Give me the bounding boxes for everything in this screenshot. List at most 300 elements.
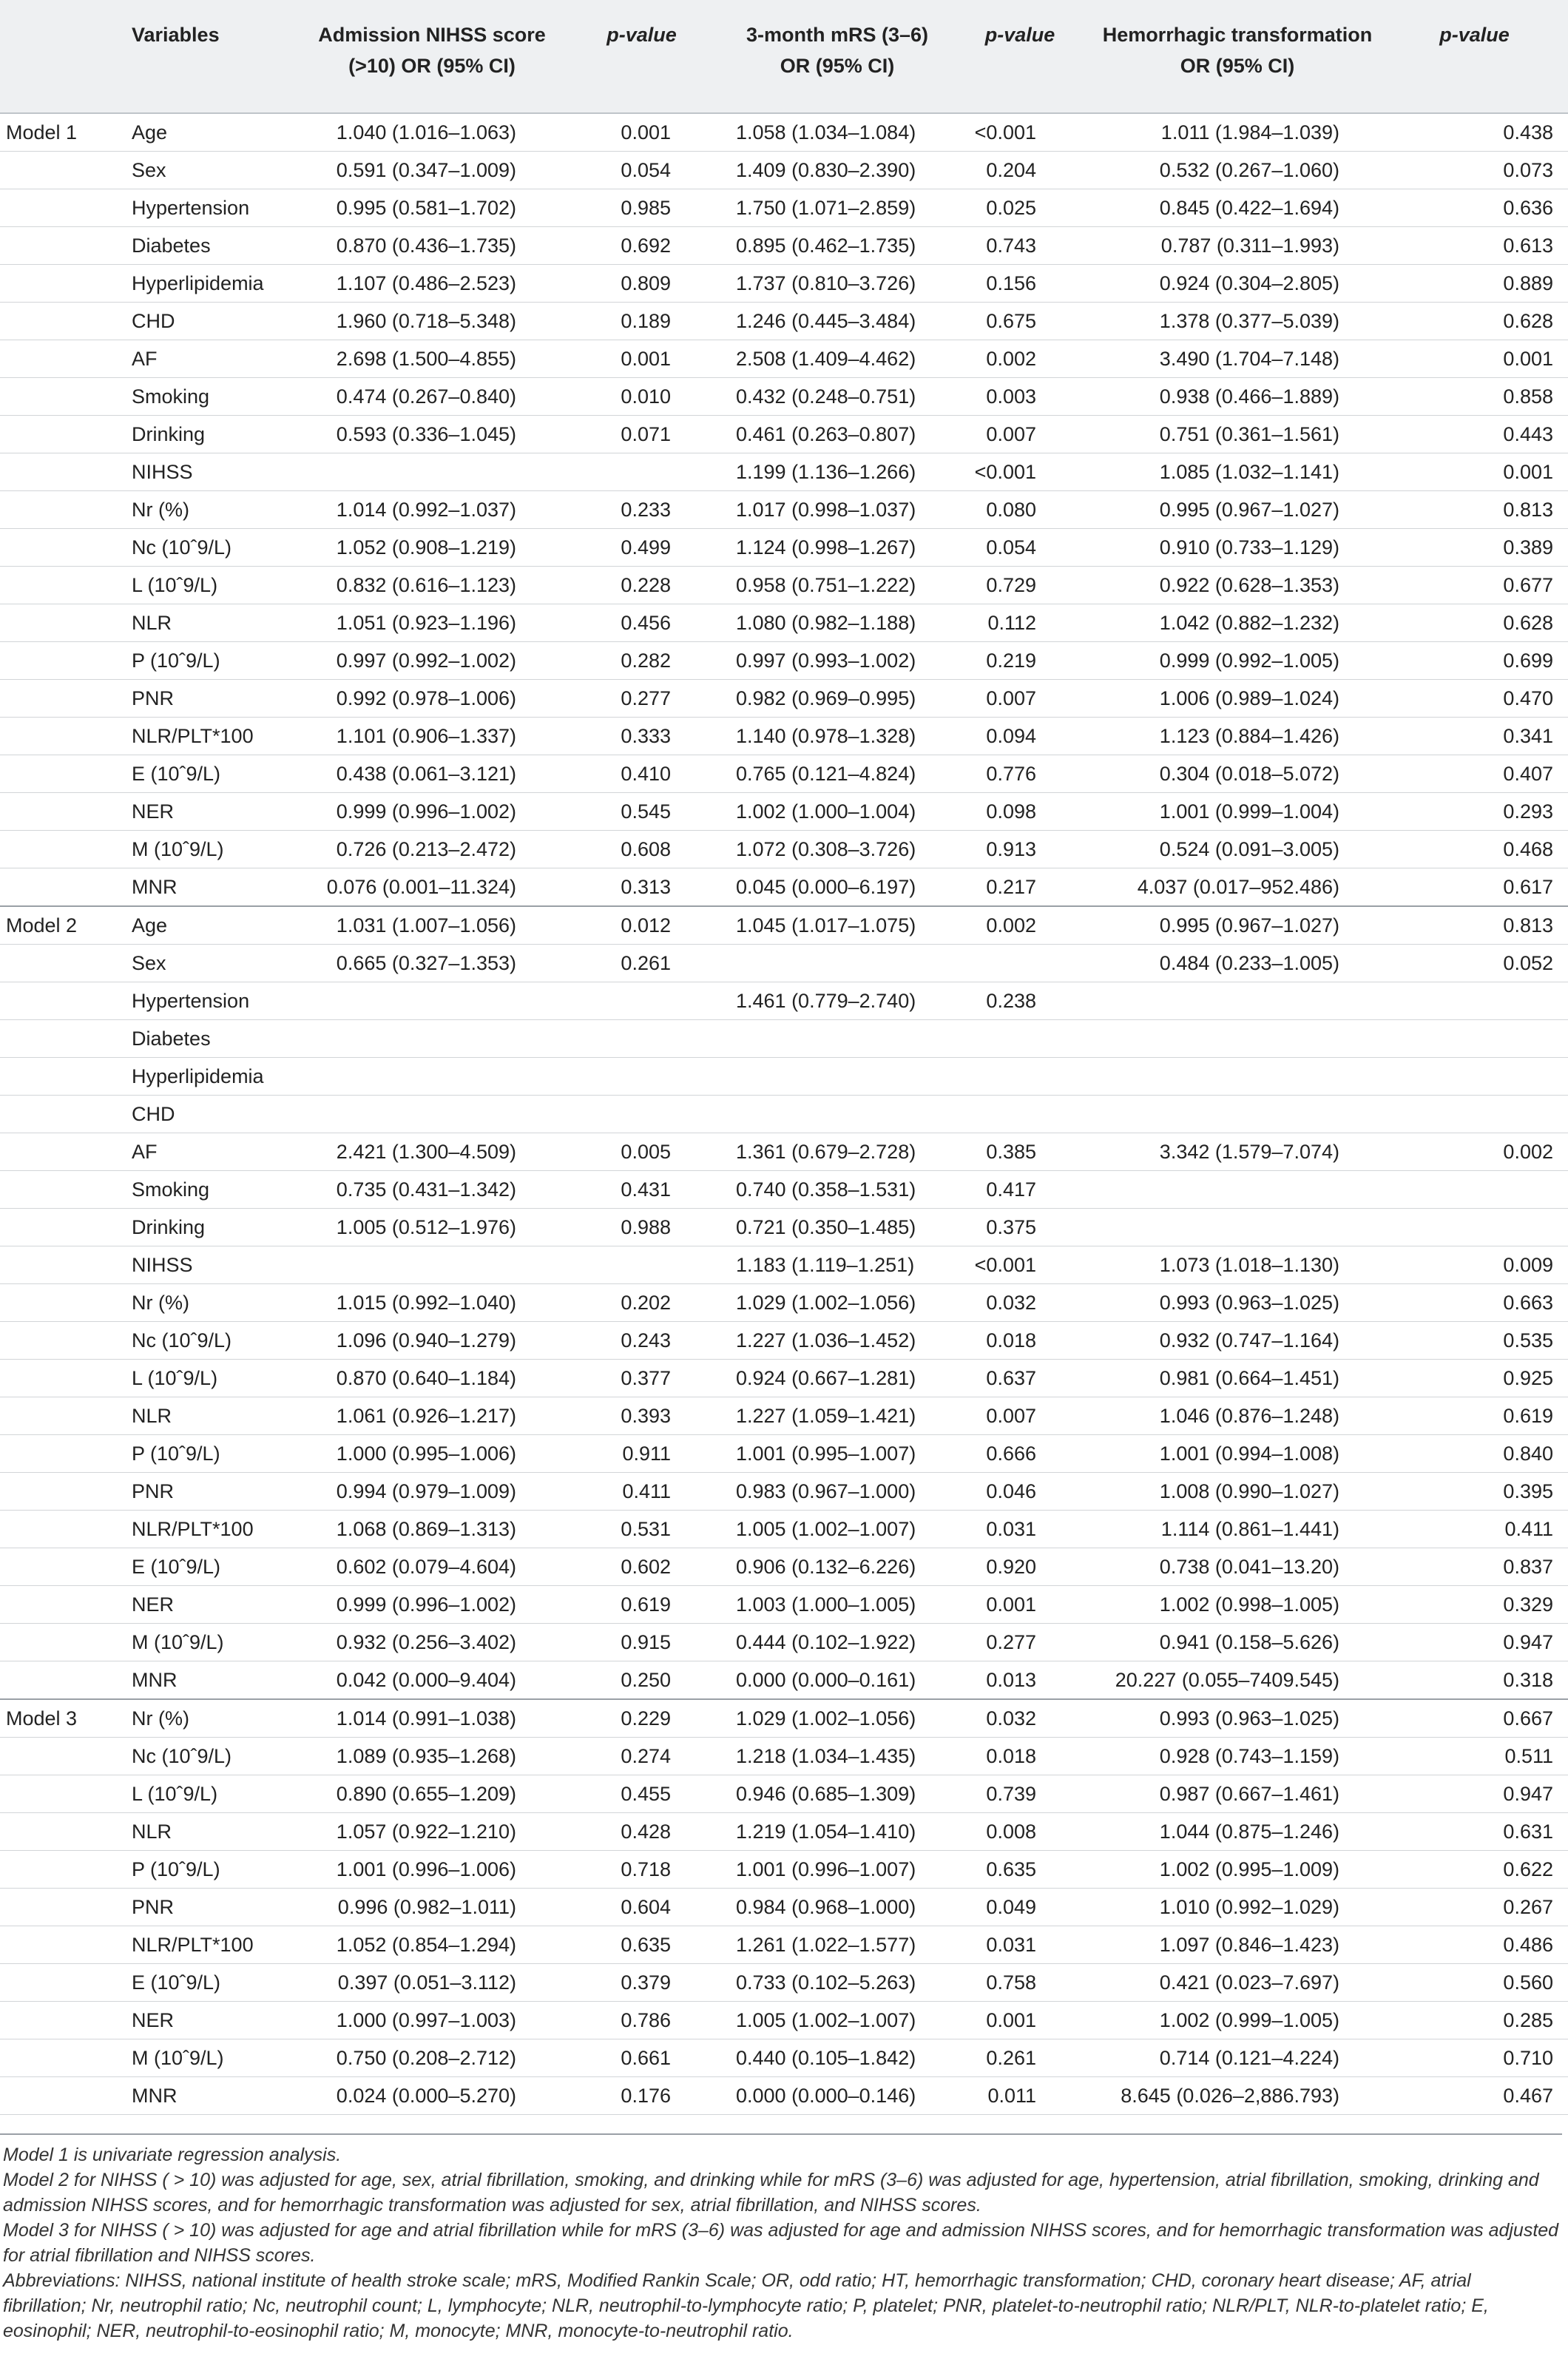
nihss-or: 0.994 (0.979–1.009) bbox=[309, 1473, 555, 1511]
ht-or bbox=[1094, 1020, 1381, 1058]
table-header-row bbox=[0, 0, 1568, 113]
ht-p-value: 0.628 bbox=[1381, 303, 1568, 340]
nihss-or bbox=[309, 453, 555, 491]
mrs-p-value: 0.913 bbox=[946, 831, 1094, 868]
ht-p-value: 0.947 bbox=[1381, 1624, 1568, 1661]
nihss-or: 0.735 (0.431–1.342) bbox=[309, 1171, 555, 1209]
nihss-p-value: 0.176 bbox=[555, 2077, 729, 2115]
mrs-or: 1.001 (0.996–1.007) bbox=[729, 1851, 946, 1889]
ht-or: 3.490 (1.704–7.148) bbox=[1094, 340, 1381, 378]
ht-p-value: 0.267 bbox=[1381, 1889, 1568, 1926]
nihss-p-value: 0.428 bbox=[555, 1813, 729, 1851]
footnote-model-3: Model 3 for NIHSS ( > 10) was adjusted for age and atrial fibrillation while for mRS (3–6) was adjusted for age and admission NIHSS scores, and for hemorrhagic transformation was adjusted for atrial fibrillation and NIHSS scores. bbox=[3, 2220, 1559, 2266]
model-label-empty bbox=[0, 416, 124, 453]
nihss-p-value: 0.619 bbox=[555, 1586, 729, 1624]
ht-or: 0.993 (0.963–1.025) bbox=[1094, 1699, 1381, 1738]
variable-name: NER bbox=[124, 793, 309, 831]
nihss-or: 0.932 (0.256–3.402) bbox=[309, 1624, 555, 1661]
nihss-p-value: 0.545 bbox=[555, 793, 729, 831]
variable-name: NLR/PLT*100 bbox=[124, 1511, 309, 1548]
nihss-p-value: 0.233 bbox=[555, 491, 729, 529]
variable-name: NER bbox=[124, 2002, 309, 2039]
variable-name: Diabetes bbox=[124, 227, 309, 265]
mrs-or: 1.124 (0.998–1.267) bbox=[729, 529, 946, 567]
nihss-p-value: 0.001 bbox=[555, 113, 729, 152]
table-row bbox=[0, 1171, 1568, 1209]
nihss-or bbox=[309, 982, 555, 1020]
ht-p-value: 0.699 bbox=[1381, 642, 1568, 680]
nihss-or: 0.474 (0.267–0.840) bbox=[309, 378, 555, 416]
ht-p-value: 0.293 bbox=[1381, 793, 1568, 831]
variable-name: L (10ˆ9/L) bbox=[124, 1775, 309, 1813]
variable-name: Sex bbox=[124, 945, 309, 982]
table-row bbox=[0, 378, 1568, 416]
variable-name: NLR/PLT*100 bbox=[124, 718, 309, 755]
mrs-or: 1.005 (1.002–1.007) bbox=[729, 2002, 946, 2039]
mrs-p-value: 0.046 bbox=[946, 1473, 1094, 1511]
table-row bbox=[0, 1209, 1568, 1246]
mrs-or: 1.029 (1.002–1.056) bbox=[729, 1699, 946, 1738]
model-label-empty bbox=[0, 1435, 124, 1473]
mrs-p-value: 0.217 bbox=[946, 868, 1094, 907]
variable-name: Age bbox=[124, 906, 309, 945]
variable-name: E (10ˆ9/L) bbox=[124, 1548, 309, 1586]
model-label-empty bbox=[0, 1284, 124, 1322]
nihss-or: 0.992 (0.978–1.006) bbox=[309, 680, 555, 718]
mrs-p-value: 0.238 bbox=[946, 982, 1094, 1020]
model-label-empty bbox=[0, 1473, 124, 1511]
variable-name: Sex bbox=[124, 152, 309, 189]
model-label-empty bbox=[0, 1360, 124, 1397]
table-row bbox=[0, 982, 1568, 1020]
nihss-p-value: 0.456 bbox=[555, 604, 729, 642]
nihss-p-value: 0.455 bbox=[555, 1775, 729, 1813]
header-mrs-p-value: p-value bbox=[946, 0, 1094, 113]
ht-or: 1.378 (0.377–5.039) bbox=[1094, 303, 1381, 340]
model-label-empty bbox=[0, 1397, 124, 1435]
ht-or: 4.037 (0.017–952.486) bbox=[1094, 868, 1381, 907]
variable-name: CHD bbox=[124, 1096, 309, 1133]
table-row bbox=[0, 1661, 1568, 1700]
model-label-empty bbox=[0, 642, 124, 680]
mrs-p-value: 0.002 bbox=[946, 340, 1094, 378]
table-row bbox=[0, 755, 1568, 793]
nihss-or: 1.001 (0.996–1.006) bbox=[309, 1851, 555, 1889]
ht-or: 0.995 (0.967–1.027) bbox=[1094, 491, 1381, 529]
ht-or: 0.910 (0.733–1.129) bbox=[1094, 529, 1381, 567]
mrs-p-value: 0.219 bbox=[946, 642, 1094, 680]
model-label-empty bbox=[0, 755, 124, 793]
nihss-p-value: 0.313 bbox=[555, 868, 729, 907]
nihss-p-value: 0.012 bbox=[555, 906, 729, 945]
table-row bbox=[0, 945, 1568, 982]
model-label-empty bbox=[0, 567, 124, 604]
variable-name: CHD bbox=[124, 303, 309, 340]
table-row bbox=[0, 1435, 1568, 1473]
ht-or: 0.524 (0.091–3.005) bbox=[1094, 831, 1381, 868]
ht-or: 0.924 (0.304–2.805) bbox=[1094, 265, 1381, 303]
variable-name: E (10ˆ9/L) bbox=[124, 755, 309, 793]
mrs-p-value: 0.739 bbox=[946, 1775, 1094, 1813]
ht-p-value: 0.813 bbox=[1381, 491, 1568, 529]
mrs-or: 1.029 (1.002–1.056) bbox=[729, 1284, 946, 1322]
header-model bbox=[0, 0, 124, 113]
variable-name: NIHSS bbox=[124, 453, 309, 491]
model-label-empty bbox=[0, 1964, 124, 2002]
nihss-or: 1.014 (0.992–1.037) bbox=[309, 491, 555, 529]
ht-or: 0.787 (0.311–1.993) bbox=[1094, 227, 1381, 265]
ht-p-value: 0.837 bbox=[1381, 1548, 1568, 1586]
nihss-or: 0.997 (0.992–1.002) bbox=[309, 642, 555, 680]
nihss-or: 1.960 (0.718–5.348) bbox=[309, 303, 555, 340]
mrs-p-value: 0.080 bbox=[946, 491, 1094, 529]
nihss-or: 0.397 (0.051–3.112) bbox=[309, 1964, 555, 2002]
variable-name: Hypertension bbox=[124, 982, 309, 1020]
nihss-p-value bbox=[555, 453, 729, 491]
ht-or: 0.987 (0.667–1.461) bbox=[1094, 1775, 1381, 1813]
ht-p-value: 0.009 bbox=[1381, 1246, 1568, 1284]
model-label-empty bbox=[0, 1511, 124, 1548]
nihss-or: 1.014 (0.991–1.038) bbox=[309, 1699, 555, 1738]
nihss-or: 1.068 (0.869–1.313) bbox=[309, 1511, 555, 1548]
ht-p-value: 0.318 bbox=[1381, 1661, 1568, 1700]
mrs-p-value: 0.375 bbox=[946, 1209, 1094, 1246]
ht-or: 1.002 (0.999–1.005) bbox=[1094, 2002, 1381, 2039]
mrs-p-value bbox=[946, 1096, 1094, 1133]
mrs-p-value: 0.156 bbox=[946, 265, 1094, 303]
mrs-or: 1.002 (1.000–1.004) bbox=[729, 793, 946, 831]
ht-p-value: 0.889 bbox=[1381, 265, 1568, 303]
mrs-or: 0.440 (0.105–1.842) bbox=[729, 2039, 946, 2077]
mrs-p-value: <0.001 bbox=[946, 453, 1094, 491]
mrs-p-value: 0.018 bbox=[946, 1322, 1094, 1360]
variable-name: Hyperlipidemia bbox=[124, 265, 309, 303]
variable-name: NER bbox=[124, 1586, 309, 1624]
variable-name: Diabetes bbox=[124, 1020, 309, 1058]
variable-name: P (10ˆ9/L) bbox=[124, 1435, 309, 1473]
mrs-p-value: <0.001 bbox=[946, 1246, 1094, 1284]
variable-name: MNR bbox=[124, 2077, 309, 2115]
nihss-p-value: 0.282 bbox=[555, 642, 729, 680]
variable-name: PNR bbox=[124, 680, 309, 718]
ht-or: 1.085 (1.032–1.141) bbox=[1094, 453, 1381, 491]
mrs-p-value: 0.743 bbox=[946, 227, 1094, 265]
mrs-or: 0.983 (0.967–1.000) bbox=[729, 1473, 946, 1511]
mrs-p-value: 0.032 bbox=[946, 1284, 1094, 1322]
mrs-or: 1.183 (1.119–1.251) bbox=[729, 1246, 946, 1284]
ht-p-value: 0.407 bbox=[1381, 755, 1568, 793]
mrs-p-value: 0.261 bbox=[946, 2039, 1094, 2077]
model-label: Model 3 bbox=[0, 1699, 124, 1738]
model-label-empty bbox=[0, 378, 124, 416]
nihss-p-value: 0.243 bbox=[555, 1322, 729, 1360]
mrs-or: 1.261 (1.022–1.577) bbox=[729, 1926, 946, 1964]
ht-p-value: 0.073 bbox=[1381, 152, 1568, 189]
model-label-empty bbox=[0, 680, 124, 718]
ht-or: 1.011 (1.984–1.039) bbox=[1094, 113, 1381, 152]
table-row bbox=[0, 1851, 1568, 1889]
variable-name: Nc (10ˆ9/L) bbox=[124, 1322, 309, 1360]
variable-name: PNR bbox=[124, 1473, 309, 1511]
nihss-p-value bbox=[555, 1246, 729, 1284]
table-row bbox=[0, 1699, 1568, 1738]
nihss-p-value bbox=[555, 1096, 729, 1133]
ht-p-value: 0.925 bbox=[1381, 1360, 1568, 1397]
model-label-empty bbox=[0, 1058, 124, 1096]
mrs-p-value: 0.666 bbox=[946, 1435, 1094, 1473]
model-label-empty bbox=[0, 491, 124, 529]
ht-or: 0.999 (0.992–1.005) bbox=[1094, 642, 1381, 680]
nihss-or: 1.000 (0.995–1.006) bbox=[309, 1435, 555, 1473]
nihss-p-value bbox=[555, 1058, 729, 1096]
ht-p-value: 0.947 bbox=[1381, 1775, 1568, 1813]
ht-or: 1.046 (0.876–1.248) bbox=[1094, 1397, 1381, 1435]
model-label-empty bbox=[0, 982, 124, 1020]
model-label-empty bbox=[0, 340, 124, 378]
nihss-p-value bbox=[555, 982, 729, 1020]
ht-p-value: 0.438 bbox=[1381, 113, 1568, 152]
nihss-or: 0.870 (0.640–1.184) bbox=[309, 1360, 555, 1397]
footnote-model-1: Model 1 is univariate regression analysis. bbox=[3, 2145, 342, 2165]
mrs-or: 0.958 (0.751–1.222) bbox=[729, 567, 946, 604]
nihss-p-value: 0.010 bbox=[555, 378, 729, 416]
mrs-p-value: 0.007 bbox=[946, 680, 1094, 718]
mrs-p-value: 0.013 bbox=[946, 1661, 1094, 1700]
mrs-p-value bbox=[946, 1020, 1094, 1058]
mrs-p-value: 0.031 bbox=[946, 1511, 1094, 1548]
ht-or: 0.751 (0.361–1.561) bbox=[1094, 416, 1381, 453]
ht-or: 0.938 (0.466–1.889) bbox=[1094, 378, 1381, 416]
ht-p-value: 0.443 bbox=[1381, 416, 1568, 453]
ht-or: 0.484 (0.233–1.005) bbox=[1094, 945, 1381, 982]
nihss-or: 1.096 (0.940–1.279) bbox=[309, 1322, 555, 1360]
variable-name: P (10ˆ9/L) bbox=[124, 642, 309, 680]
table-row bbox=[0, 1284, 1568, 1322]
nihss-or: 1.101 (0.906–1.337) bbox=[309, 718, 555, 755]
nihss-or: 1.040 (1.016–1.063) bbox=[309, 113, 555, 152]
ht-or: 1.042 (0.882–1.232) bbox=[1094, 604, 1381, 642]
ht-or bbox=[1094, 1209, 1381, 1246]
model-label-empty bbox=[0, 718, 124, 755]
nihss-p-value: 0.635 bbox=[555, 1926, 729, 1964]
nihss-p-value: 0.393 bbox=[555, 1397, 729, 1435]
ht-or: 1.008 (0.990–1.027) bbox=[1094, 1473, 1381, 1511]
model-label-empty bbox=[0, 265, 124, 303]
nihss-p-value: 0.229 bbox=[555, 1699, 729, 1738]
model-label-empty bbox=[0, 1209, 124, 1246]
ht-p-value: 0.636 bbox=[1381, 189, 1568, 227]
mrs-p-value: 0.001 bbox=[946, 2002, 1094, 2039]
mrs-or: 0.765 (0.121–4.824) bbox=[729, 755, 946, 793]
nihss-or: 0.890 (0.655–1.209) bbox=[309, 1775, 555, 1813]
model-label-empty bbox=[0, 1624, 124, 1661]
mrs-or: 1.409 (0.830–2.390) bbox=[729, 152, 946, 189]
table-row bbox=[0, 265, 1568, 303]
model-label-empty bbox=[0, 453, 124, 491]
table-row bbox=[0, 303, 1568, 340]
mrs-or: 1.361 (0.679–2.728) bbox=[729, 1133, 946, 1171]
table-body bbox=[0, 113, 1568, 2115]
mrs-or: 0.461 (0.263–0.807) bbox=[729, 416, 946, 453]
nihss-or: 1.052 (0.908–1.219) bbox=[309, 529, 555, 567]
ht-p-value: 0.619 bbox=[1381, 1397, 1568, 1435]
table-row bbox=[0, 1096, 1568, 1133]
mrs-p-value: 0.758 bbox=[946, 1964, 1094, 2002]
mrs-or: 1.045 (1.017–1.075) bbox=[729, 906, 946, 945]
ht-p-value bbox=[1381, 1020, 1568, 1058]
nihss-p-value: 0.431 bbox=[555, 1171, 729, 1209]
ht-or: 3.342 (1.579–7.074) bbox=[1094, 1133, 1381, 1171]
mrs-p-value: 0.637 bbox=[946, 1360, 1094, 1397]
header-ht-or: Hemorrhagic transformation OR (95% CI) bbox=[1094, 0, 1381, 113]
nihss-p-value: 0.988 bbox=[555, 1209, 729, 1246]
variable-name: Hyperlipidemia bbox=[124, 1058, 309, 1096]
mrs-or: 1.750 (1.071–2.859) bbox=[729, 189, 946, 227]
mrs-or: 0.924 (0.667–1.281) bbox=[729, 1360, 946, 1397]
variable-name: M (10ˆ9/L) bbox=[124, 1624, 309, 1661]
nihss-or: 0.995 (0.581–1.702) bbox=[309, 189, 555, 227]
table-row bbox=[0, 1775, 1568, 1813]
nihss-p-value: 0.411 bbox=[555, 1473, 729, 1511]
model-label-empty bbox=[0, 1738, 124, 1775]
table-row bbox=[0, 718, 1568, 755]
mrs-or bbox=[729, 945, 946, 982]
ht-or bbox=[1094, 1096, 1381, 1133]
variable-name: AF bbox=[124, 1133, 309, 1171]
nihss-or: 0.665 (0.327–1.353) bbox=[309, 945, 555, 982]
ht-p-value: 0.285 bbox=[1381, 2002, 1568, 2039]
mrs-p-value: 0.635 bbox=[946, 1851, 1094, 1889]
table-row bbox=[0, 604, 1568, 642]
table-row bbox=[0, 1473, 1568, 1511]
variable-name: PNR bbox=[124, 1889, 309, 1926]
mrs-p-value: 0.025 bbox=[946, 189, 1094, 227]
table-row bbox=[0, 642, 1568, 680]
nihss-or: 0.832 (0.616–1.123) bbox=[309, 567, 555, 604]
ht-or bbox=[1094, 1171, 1381, 1209]
model-label-empty bbox=[0, 604, 124, 642]
mrs-p-value: 0.675 bbox=[946, 303, 1094, 340]
ht-or: 1.044 (0.875–1.246) bbox=[1094, 1813, 1381, 1851]
ht-p-value bbox=[1381, 1171, 1568, 1209]
mrs-or: 0.000 (0.000–0.161) bbox=[729, 1661, 946, 1700]
model-label-empty bbox=[0, 303, 124, 340]
mrs-p-value: <0.001 bbox=[946, 113, 1094, 152]
mrs-p-value: 0.098 bbox=[946, 793, 1094, 831]
nihss-or: 0.870 (0.436–1.735) bbox=[309, 227, 555, 265]
mrs-or: 1.227 (1.059–1.421) bbox=[729, 1397, 946, 1435]
mrs-or bbox=[729, 1020, 946, 1058]
nihss-or: 0.999 (0.996–1.002) bbox=[309, 793, 555, 831]
header-variables: Variables bbox=[124, 0, 309, 113]
ht-p-value: 0.329 bbox=[1381, 1586, 1568, 1624]
mrs-or: 1.737 (0.810–3.726) bbox=[729, 265, 946, 303]
table-row bbox=[0, 227, 1568, 265]
mrs-or: 1.199 (1.136–1.266) bbox=[729, 453, 946, 491]
ht-p-value: 0.628 bbox=[1381, 604, 1568, 642]
ht-p-value: 0.467 bbox=[1381, 2077, 1568, 2115]
table-row bbox=[0, 1322, 1568, 1360]
mrs-or: 1.219 (1.054–1.410) bbox=[729, 1813, 946, 1851]
nihss-or: 0.602 (0.079–4.604) bbox=[309, 1548, 555, 1586]
table-row bbox=[0, 113, 1568, 152]
nihss-p-value: 0.499 bbox=[555, 529, 729, 567]
mrs-p-value bbox=[946, 1058, 1094, 1096]
variable-name: Nr (%) bbox=[124, 1699, 309, 1738]
ht-p-value bbox=[1381, 1096, 1568, 1133]
nihss-or: 0.438 (0.061–3.121) bbox=[309, 755, 555, 793]
variable-name: Nc (10ˆ9/L) bbox=[124, 1738, 309, 1775]
nihss-or bbox=[309, 1246, 555, 1284]
mrs-or: 0.740 (0.358–1.531) bbox=[729, 1171, 946, 1209]
mrs-or: 0.045 (0.000–6.197) bbox=[729, 868, 946, 907]
table-row bbox=[0, 1548, 1568, 1586]
variable-name: Nc (10ˆ9/L) bbox=[124, 529, 309, 567]
nihss-or: 0.024 (0.000–5.270) bbox=[309, 2077, 555, 2115]
mrs-p-value: 0.002 bbox=[946, 906, 1094, 945]
mrs-p-value: 0.054 bbox=[946, 529, 1094, 567]
variable-name: MNR bbox=[124, 1661, 309, 1700]
nihss-p-value: 0.809 bbox=[555, 265, 729, 303]
mrs-or: 1.005 (1.002–1.007) bbox=[729, 1511, 946, 1548]
ht-or: 0.532 (0.267–1.060) bbox=[1094, 152, 1381, 189]
mrs-p-value: 0.204 bbox=[946, 152, 1094, 189]
table-row bbox=[0, 1246, 1568, 1284]
mrs-or: 1.058 (1.034–1.084) bbox=[729, 113, 946, 152]
table-row bbox=[0, 453, 1568, 491]
nihss-or: 1.057 (0.922–1.210) bbox=[309, 1813, 555, 1851]
nihss-or bbox=[309, 1058, 555, 1096]
nihss-p-value: 0.202 bbox=[555, 1284, 729, 1322]
variable-name: Drinking bbox=[124, 1209, 309, 1246]
variable-name: M (10ˆ9/L) bbox=[124, 2039, 309, 2077]
mrs-or: 0.895 (0.462–1.735) bbox=[729, 227, 946, 265]
table-row bbox=[0, 1397, 1568, 1435]
variable-name: NLR/PLT*100 bbox=[124, 1926, 309, 1964]
table-row bbox=[0, 152, 1568, 189]
mrs-or: 1.017 (0.998–1.037) bbox=[729, 491, 946, 529]
footnote-abbreviations: Abbreviations: NIHSS, national institute of health stroke scale; mRS, Modified Rankin Scale; OR, odd ratio; HT, hemorrhagic transformation; CHD, coronary heart disease; AF, atrial fibrillation; Nr, neutrophil ratio; Nc, neutrophil count; L, lymphocyte; NLR, neutrophil-to-lymphocyte ratio; P, platelet; PNR, platelet-to-neutrophil ratio; NLR/PLT, NLR-to-platelet ratio; E, eosinophil; NER, neutrophil-to-eosinophil ratio; M, monocyte; MNR, monocyte-to-neutrophil ratio. bbox=[3, 2270, 1489, 2341]
table-row bbox=[0, 2039, 1568, 2077]
ht-p-value: 0.486 bbox=[1381, 1926, 1568, 1964]
model-label-empty bbox=[0, 2039, 124, 2077]
header-nihss-or: Admission NIHSS score (>10) OR (95% CI) bbox=[309, 0, 555, 113]
model-label-empty bbox=[0, 1020, 124, 1058]
ht-or: 0.845 (0.422–1.694) bbox=[1094, 189, 1381, 227]
nihss-p-value: 0.602 bbox=[555, 1548, 729, 1586]
mrs-or bbox=[729, 1058, 946, 1096]
mrs-or: 1.080 (0.982–1.188) bbox=[729, 604, 946, 642]
nihss-or: 1.051 (0.923–1.196) bbox=[309, 604, 555, 642]
nihss-p-value: 0.531 bbox=[555, 1511, 729, 1548]
header-ht-p-value: p-value bbox=[1381, 0, 1568, 113]
ht-or: 0.932 (0.747–1.164) bbox=[1094, 1322, 1381, 1360]
ht-or: 0.941 (0.158–5.626) bbox=[1094, 1624, 1381, 1661]
nihss-or: 0.591 (0.347–1.009) bbox=[309, 152, 555, 189]
nihss-p-value bbox=[555, 1020, 729, 1058]
nihss-or: 0.042 (0.000–9.404) bbox=[309, 1661, 555, 1700]
variable-name: Drinking bbox=[124, 416, 309, 453]
table-row bbox=[0, 1964, 1568, 2002]
nihss-p-value: 0.604 bbox=[555, 1889, 729, 1926]
ht-p-value: 0.411 bbox=[1381, 1511, 1568, 1548]
ht-p-value: 0.001 bbox=[1381, 453, 1568, 491]
variable-name: NLR bbox=[124, 1397, 309, 1435]
nihss-p-value: 0.985 bbox=[555, 189, 729, 227]
mrs-p-value: 0.277 bbox=[946, 1624, 1094, 1661]
table-row bbox=[0, 1813, 1568, 1851]
model-label-empty bbox=[0, 2077, 124, 2115]
